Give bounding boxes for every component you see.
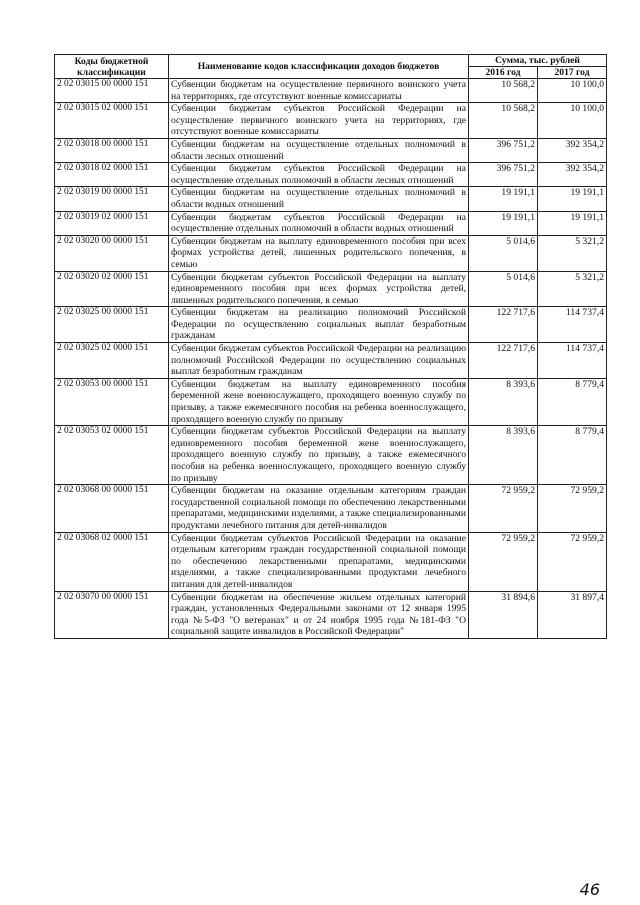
code-cell: 2 02 03020 02 0000 151 — [55, 271, 169, 307]
name-cell: Субвенции бюджетам субъектов Российской Федерации на выплату единовременного пособия беременной жене военнослужащего, проходящего военную службу по призыву, а также ежемесячного пособия на ребенка военнослужащего, проходящего военную службу по призыву — [169, 426, 469, 485]
table-row — [55, 79, 607, 103]
table-row — [55, 532, 607, 591]
name-cell: Субвенции бюджетам субъектов Российской Федерации на осуществление отдельных полномочий в области водных отношений — [169, 211, 469, 235]
value-2017-cell: 72 959,2 — [538, 532, 607, 591]
value-2016-cell: 72 959,2 — [469, 485, 538, 532]
value-2017-cell: 31 897,4 — [538, 591, 607, 638]
value-2017-cell: 8 779,4 — [538, 378, 607, 425]
value-2016-cell: 10 568,2 — [469, 103, 538, 139]
value-2017-cell: 114 737,4 — [538, 343, 607, 379]
name-cell: Субвенции бюджетам на выплату единовременного пособия при всех формах устройства детей, лишенных родительского попечения, в семью — [169, 235, 469, 271]
budget-income-table — [54, 54, 607, 639]
value-2017-cell: 10 100,0 — [538, 79, 607, 103]
value-2016-cell: 5 014,6 — [469, 271, 538, 307]
value-2017-cell: 72 959,2 — [538, 485, 607, 532]
value-2016-cell: 122 717,6 — [469, 343, 538, 379]
table-row — [55, 103, 607, 139]
value-2017-cell: 8 779,4 — [538, 426, 607, 485]
header-name: Наименование кодов классификации доходов бюджетов — [169, 55, 469, 79]
value-2016-cell: 19 191,1 — [469, 211, 538, 235]
value-2017-cell: 19 191,1 — [538, 211, 607, 235]
name-cell: Субвенции бюджетам на реализацию полномочий Российской Федерации по осуществлению социальных выплат безработным гражданам — [169, 307, 469, 343]
table-row — [55, 163, 607, 187]
code-cell: 2 02 03019 00 0000 151 — [55, 187, 169, 211]
value-2016-cell: 8 393,6 — [469, 378, 538, 425]
code-cell: 2 02 03015 00 0000 151 — [55, 79, 169, 103]
code-cell: 2 02 03020 00 0000 151 — [55, 235, 169, 271]
name-cell: Субвенции бюджетам на выплату единовременного пособия беременной жене военнослужащего, проходящего военную службу по призыву, а также ежемесячного пособия на ребенка военнослужащего, проходящего военную службу по призыву — [169, 378, 469, 425]
value-2017-cell: 19 191,1 — [538, 187, 607, 211]
value-2017-cell: 114 737,4 — [538, 307, 607, 343]
header-code: Коды бюджетной классификации — [55, 55, 169, 79]
table-row — [55, 235, 607, 271]
code-cell: 2 02 03068 00 0000 151 — [55, 485, 169, 532]
table-row — [55, 378, 607, 425]
value-2017-cell: 5 321,2 — [538, 271, 607, 307]
value-2016-cell: 72 959,2 — [469, 532, 538, 591]
table-row — [55, 307, 607, 343]
header-sum: Сумма, тыс. рублей — [469, 55, 607, 67]
name-cell: Субвенции бюджетам субъектов Российской Федерации на реализацию полномочий Российской Федерации по осуществлению социальных выплат безработным гражданам — [169, 343, 469, 379]
value-2016-cell: 122 717,6 — [469, 307, 538, 343]
name-cell: Субвенции бюджетам на осуществление первичного воинского учета на территориях, где отсутствуют военные комиссариаты — [169, 79, 469, 103]
value-2017-cell: 392 354,2 — [538, 163, 607, 187]
code-cell: 2 02 03018 02 0000 151 — [55, 163, 169, 187]
code-cell: 2 02 03025 00 0000 151 — [55, 307, 169, 343]
page-number: 46 — [579, 880, 600, 899]
name-cell: Субвенции бюджетам субъектов Российской Федерации на выплату единовременного пособия при всех формах устройства детей, лишенных родительского попечения, в семью — [169, 271, 469, 307]
table-row — [55, 426, 607, 485]
value-2017-cell: 10 100,0 — [538, 103, 607, 139]
value-2016-cell: 19 191,1 — [469, 187, 538, 211]
header-year-2016: 2016 год — [469, 67, 538, 79]
name-cell: Субвенции бюджетам на осуществление отдельных полномочий в области водных отношений — [169, 187, 469, 211]
code-cell: 2 02 03053 02 0000 151 — [55, 426, 169, 485]
value-2016-cell: 396 751,2 — [469, 163, 538, 187]
header-year-2017: 2017 год — [538, 67, 607, 79]
code-cell: 2 02 03068 02 0000 151 — [55, 532, 169, 591]
code-cell: 2 02 03019 02 0000 151 — [55, 211, 169, 235]
name-cell: Субвенции бюджетам на осуществление отдельных полномочий в области лесных отношений — [169, 138, 469, 162]
name-cell: Субвенции бюджетам субъектов Российской Федерации на осуществление отдельных полномочий в области лесных отношений — [169, 163, 469, 187]
value-2016-cell: 8 393,6 — [469, 426, 538, 485]
name-cell: Субвенции бюджетам на обеспечение жильем отдельных категорий граждан, установленных Федеральными законами от 12 января 1995 года №5-ФЗ "О ветеранах" и от 24 ноября 1995 года №181-ФЗ "О социальной защите инвалидов в Российской Федерации" — [169, 591, 469, 638]
value-2016-cell: 5 014,6 — [469, 235, 538, 271]
name-cell: Субвенции бюджетам на оказание отдельным категориям граждан государственной социальной помощи по обеспечению лекарственными препаратами, медицинскими изделиями, а также специализированными продуктами лечебного питания для детей-инвалидов — [169, 485, 469, 532]
name-cell: Субвенции бюджетам субъектов Российской Федерации на осуществление первичного воинского учета на территориях, где отсутствуют военные комиссариаты — [169, 103, 469, 139]
table-row — [55, 591, 607, 638]
name-cell: Субвенции бюджетам субъектов Российской Федерации на оказание отдельным категориям граждан государственной социальной помощи по обеспечению лекарственными препаратами, медицинскими изделиями, а также специализированными продуктами лечебного питания для детей-инвалидов — [169, 532, 469, 591]
table-row — [55, 211, 607, 235]
value-2016-cell: 10 568,2 — [469, 79, 538, 103]
header-row — [55, 55, 607, 67]
value-2017-cell: 5 321,2 — [538, 235, 607, 271]
code-cell: 2 02 03070 00 0000 151 — [55, 591, 169, 638]
table-row — [55, 343, 607, 379]
table-body — [55, 79, 607, 639]
value-2017-cell: 392 354,2 — [538, 138, 607, 162]
table-row — [55, 485, 607, 532]
code-cell: 2 02 03018 00 0000 151 — [55, 138, 169, 162]
code-cell: 2 02 03025 02 0000 151 — [55, 343, 169, 379]
value-2016-cell: 31 894,6 — [469, 591, 538, 638]
table-row — [55, 271, 607, 307]
table-row — [55, 138, 607, 162]
code-cell: 2 02 03015 02 0000 151 — [55, 103, 169, 139]
table-row — [55, 187, 607, 211]
code-cell: 2 02 03053 00 0000 151 — [55, 378, 169, 425]
value-2016-cell: 396 751,2 — [469, 138, 538, 162]
